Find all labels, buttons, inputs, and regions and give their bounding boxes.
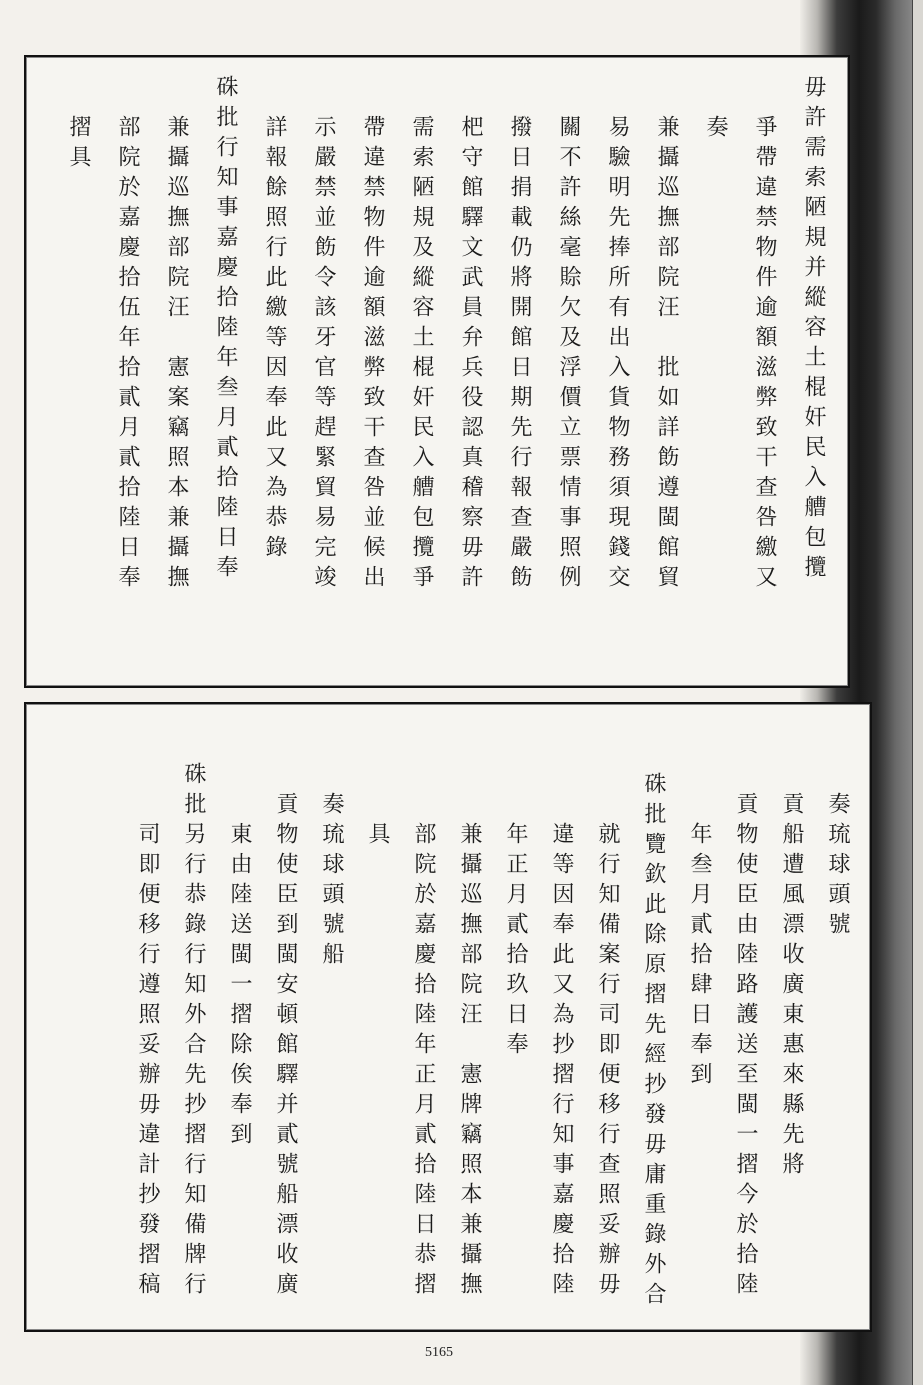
- text-column: 東由陸送閩一摺除俟奉到: [227, 822, 252, 1152]
- text-column: 易驗明先捧所有出入貨物務須現錢交: [605, 115, 630, 595]
- text-column: 摺具: [66, 115, 91, 175]
- text-column: 貢船遭風漂收廣東惠來縣先將: [779, 792, 804, 1182]
- text-column: 關不許絲毫賒欠及浮價立票情事照例: [556, 115, 581, 595]
- text-column: 司即便移行遵照妥辦毋違計抄發摺稿: [135, 822, 160, 1302]
- text-column: 貢物使臣到閩安頓館驛并貳號船漂收廣: [273, 792, 298, 1302]
- text-column: 毋許需索陋規并縱容土棍奸民入艚包攬: [801, 75, 826, 585]
- text-column: 就行知備案行司即便移行查照妥辦毋: [595, 822, 620, 1302]
- bottom-text-panel: [24, 702, 872, 1332]
- text-column: 兼攝巡撫部院汪 批如詳飭遵閩館貿: [654, 115, 679, 595]
- text-column: 硃批覽欽此除原摺先經抄發毋庸重錄外合: [641, 772, 666, 1312]
- page-edge: [912, 0, 923, 1385]
- text-column: 爭帶違禁物件逾額滋弊致干查咎繳又: [752, 115, 777, 595]
- text-column: 違等因奉此又為抄摺行知事嘉慶拾陸: [549, 822, 574, 1302]
- text-column: 部院於嘉慶拾伍年拾貳月貳拾陸日奉: [115, 115, 140, 595]
- text-column: 詳報餘照行此繳等因奉此又為恭錄: [262, 115, 287, 565]
- text-column: 年叁月貳拾肆日奉到: [687, 822, 712, 1092]
- text-column: 兼攝巡撫部院汪 憲案竊照本兼攝撫: [164, 115, 189, 595]
- bottom-columns: [36, 722, 860, 1312]
- text-column: 帶違禁物件逾額滋弊致干查咎並候出: [360, 115, 385, 595]
- text-column: 奏琉球頭號: [825, 792, 850, 942]
- text-column: 奏琉球頭號船: [319, 792, 344, 972]
- text-column: 硃批另行恭錄行知外合先抄摺行知備牌行: [181, 762, 206, 1302]
- top-text-panel: [24, 55, 850, 688]
- text-column: 示嚴禁並飭令該牙官等趕緊貿易完竣: [311, 115, 336, 595]
- page-number: 5165: [425, 1345, 453, 1360]
- text-column: 硃批行知事嘉慶拾陸年叁月貳拾陸日奉: [213, 75, 238, 585]
- top-columns: [36, 75, 838, 668]
- text-column: 需索陋規及縱容土棍奸民入艚包攬爭: [409, 115, 434, 595]
- text-column: 撥日捐載仍將開館日期先行報查嚴飭: [507, 115, 532, 595]
- text-column: 兼攝巡撫部院汪 憲牌竊照本兼攝撫: [457, 822, 482, 1302]
- text-column: 具: [365, 822, 390, 852]
- text-column: 杷守館驛文武員弁兵役認真稽察毋許: [458, 115, 483, 595]
- text-column: 部院於嘉慶拾陸年正月貳拾陸日恭摺: [411, 822, 436, 1302]
- text-column: 貢物使臣由陸路護送至閩一摺今於拾陸: [733, 792, 758, 1302]
- text-column: 奏: [703, 115, 728, 145]
- text-column: 年正月貳拾玖日奉: [503, 822, 528, 1062]
